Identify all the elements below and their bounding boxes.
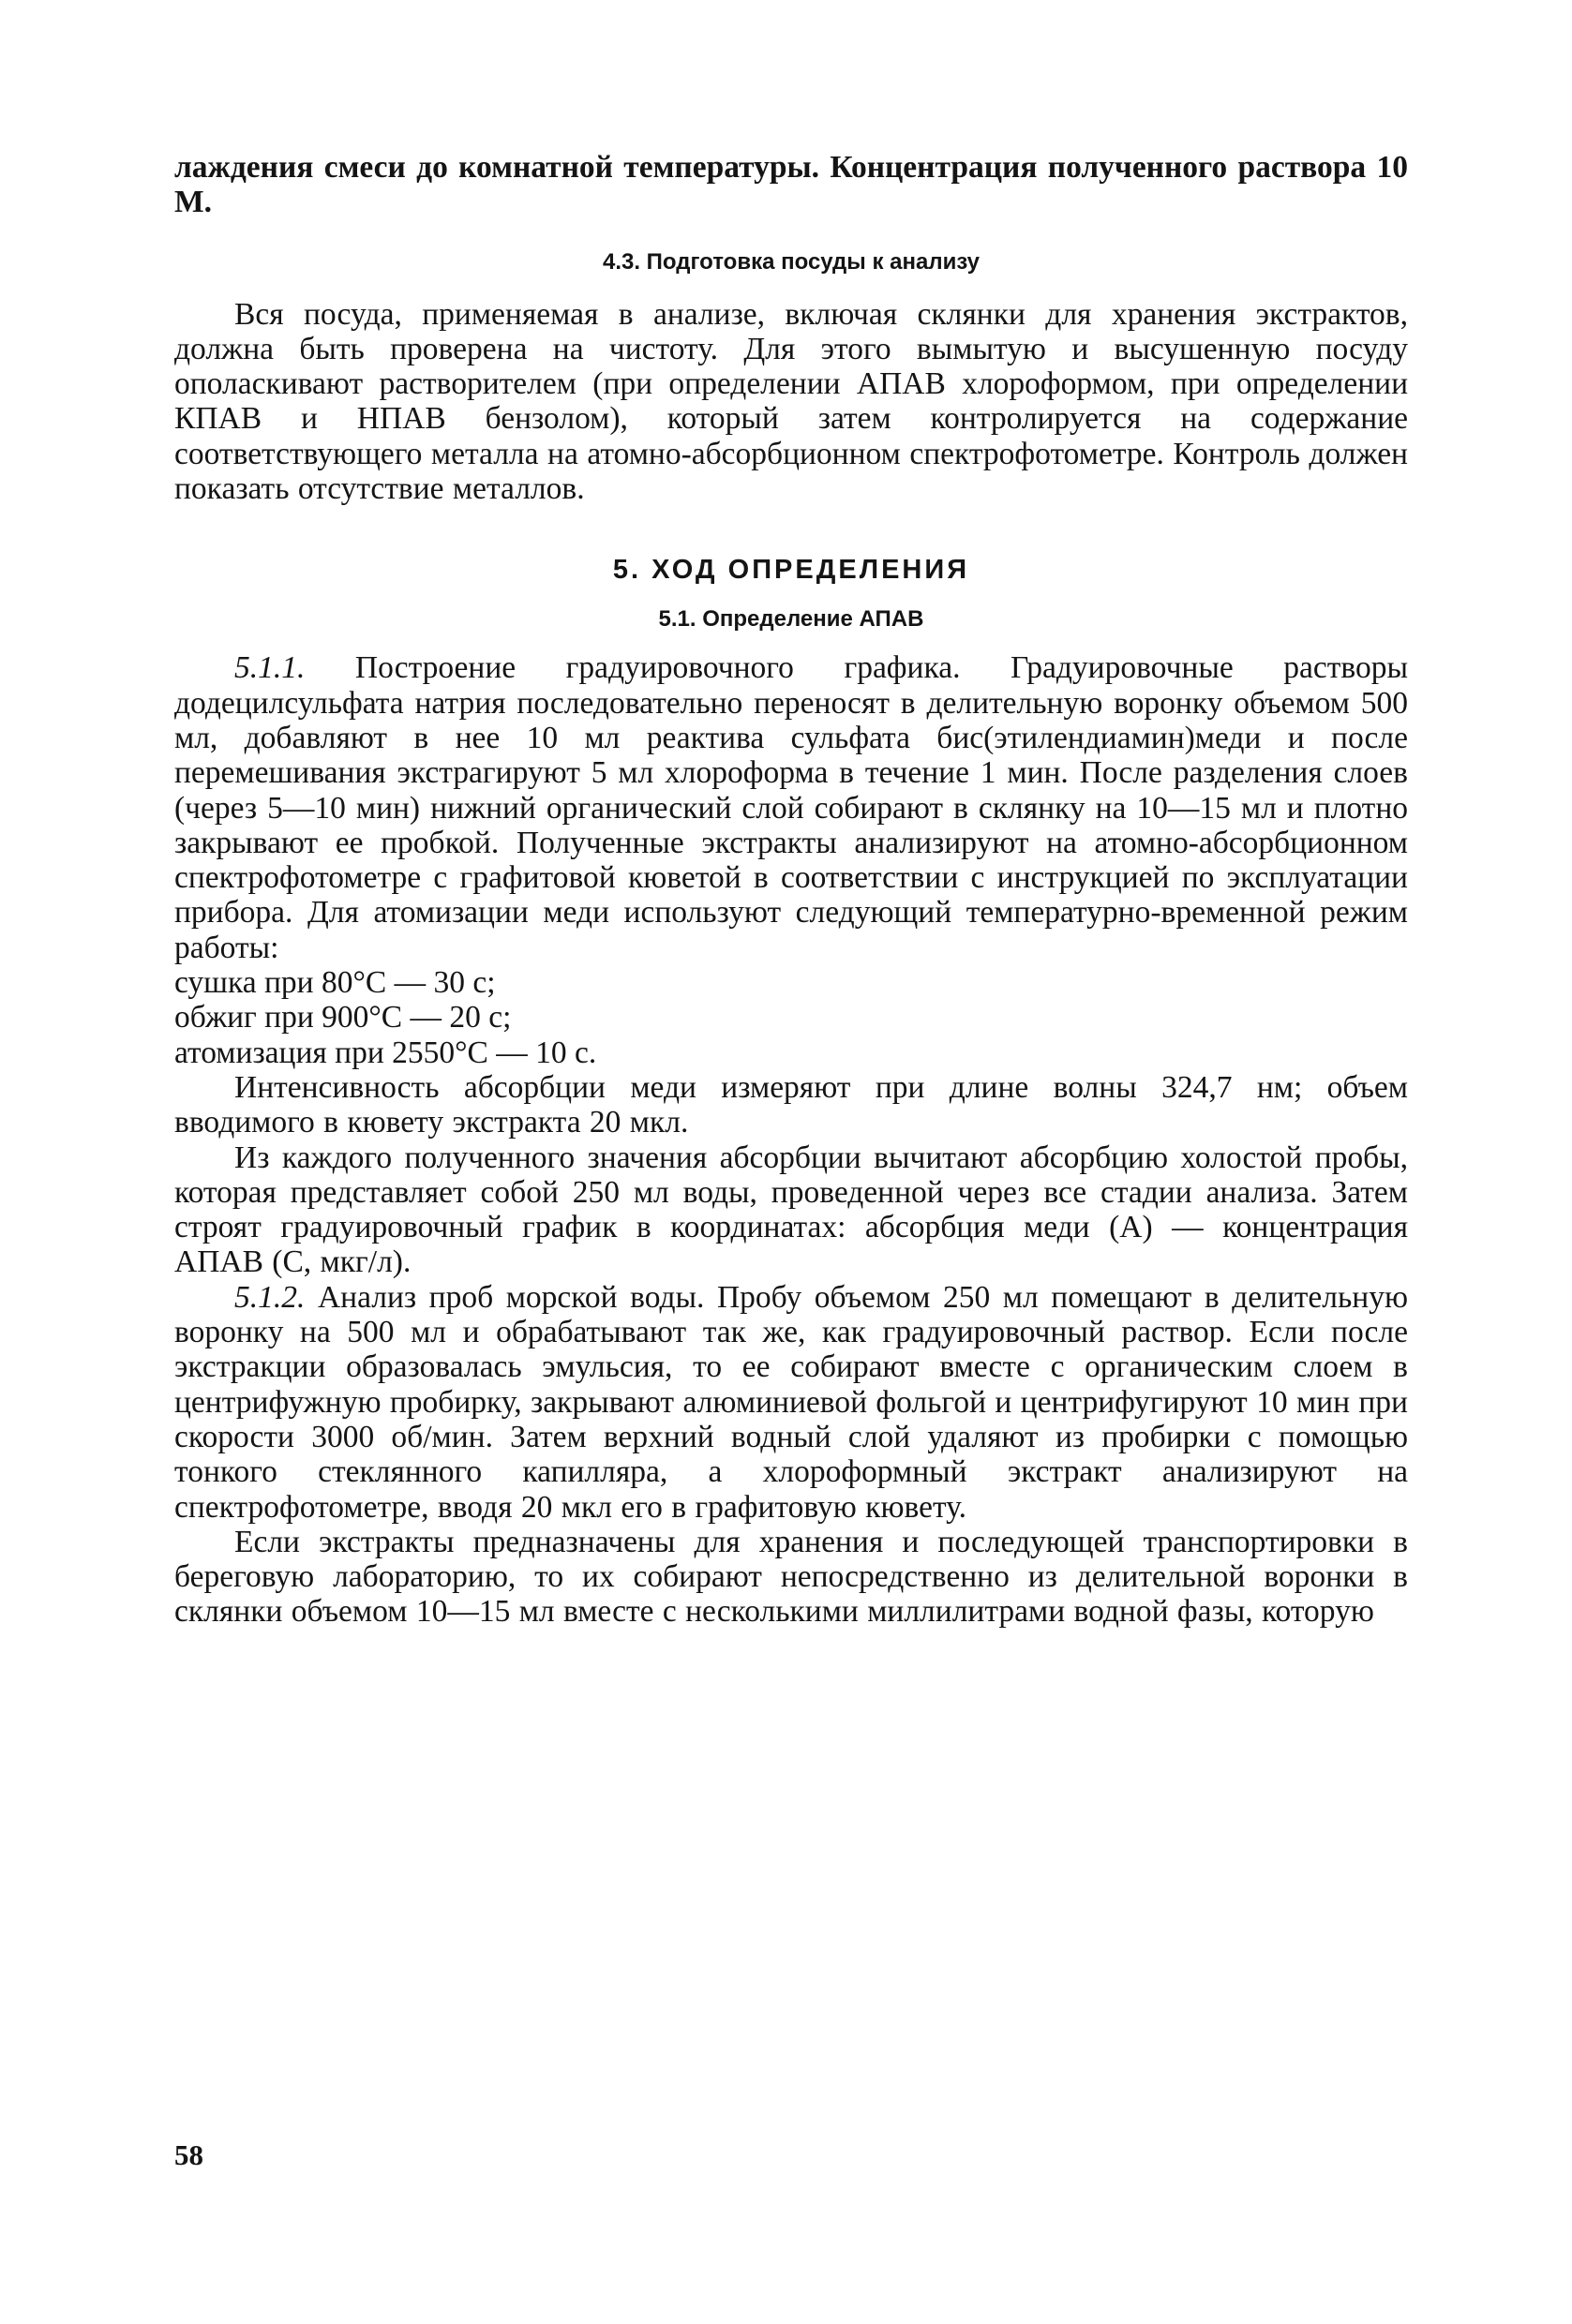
- paragraph-blank: Из каждого полученного значения абсорбции вычитают абсорбцию холостой пробы, которая представляет собой 250 мл воды, проведенной через все стадии анализа. Затем строят градуировочный график в координатах: абсорбция меди (A) — концентрация АПАВ (С, мкг/л).: [174, 1140, 1408, 1280]
- paragraph-5-1-1-text: Построение градуировочного графика. Градуировочные растворы додецилсульфата натрия последовательно переносят в делительную воронку объемом 500 мл, добавляют в нее 10 мл реактива сульфата бис(этилендиамин)меди и после перемешивания экстрагируют 5 мл хлороформа в течение 1 мин. После разделения слоев (через 5—10 мин) нижний органический слой собирают в склянку на 10—15 мл и плотно закрывают ее пробкой. Полученные экстракты анализируют на атомно-абсорбционном спектрофотометре с графитовой кюветой в соответствии с инструкцией по эксплуатации прибора. Для атомизации меди используют следующий температурно-временной режим работы:: [174, 650, 1408, 965]
- page-body: [174, 150, 1408, 1630]
- paragraph-5-1-1: [174, 650, 1408, 965]
- paragraph-storage: Если экстракты предназначены для хранения и последующей транспортировки в береговую лабораторию, то их собирают непосредственно из делительной воронки в склянки объемом 10—15 мл вместе с несколькими миллилитрами водной фазы, которую: [174, 1524, 1408, 1630]
- mode-line-ashing: обжиг при 900°С — 20 с;: [174, 1000, 512, 1035]
- paragraph-5-1-2-text: Анализ проб морской воды. Пробу объемом 250 мл помещают в делительную воронку на 500 мл и обрабатывают так же, как градуировочный раствор. Если после экстракции образовалась эмульсия, то ее собирают вместе с органическим слоем в центрифужную пробирку, закрывают алюминиевой фольгой и центрифугируют 10 мин при скорости 3000 об/мин. Затем верхний водный слой удаляют из пробирки с помощью тонкого стеклянного капилляра, а хлороформный экстракт анализируют на спектрофотометре, вводя 20 мкл его в графитовую кювету.: [174, 1279, 1408, 1525]
- paragraph-5-1-2-number: 5.1.2.: [234, 1279, 306, 1315]
- paragraph-5-1-2: [174, 1280, 1408, 1525]
- section-5-1-subtitle: 5.1. Определение АПАВ: [658, 606, 924, 633]
- section-4-3-text: Вся посуда, применяемая в анализе, включая склянки для хранения экстрактов, должна быть проверена на чистоту. Для этого вымытую и высушенную посуду ополаскивают растворителем (при определении АПАВ хлороформом, при определении КПАВ и НПАВ бензолом), который затем контролируется на содержание соответствующего металла на атомно-абсорбционном спектрофотометре. Контроль должен показать отсутствие металлов.: [174, 296, 1408, 507]
- paragraph-intensity: Интенсивность абсорбции меди измеряют при длине волны 324,7 нм; объем вводимого в кювету экстракта 20 мкл.: [174, 1069, 1408, 1140]
- paragraph-5-1-1-number: 5.1.1.: [234, 650, 306, 686]
- page-number: 58: [174, 2138, 203, 2171]
- section-4-3-title: 4.3. Подготовка посуды к анализу: [602, 248, 981, 275]
- mode-line-drying: сушка при 80°С — 30 с;: [174, 965, 496, 1001]
- mode-line-atomization: атомизация при 2550°С — 10 с.: [174, 1035, 597, 1070]
- top-paragraph: лаждения смеси до комнатной температуры. Концентрация полученного раствора 10 М.: [174, 150, 1408, 220]
- section-5-title: 5. ХОД ОПРЕДЕЛЕНИЯ: [612, 555, 970, 586]
